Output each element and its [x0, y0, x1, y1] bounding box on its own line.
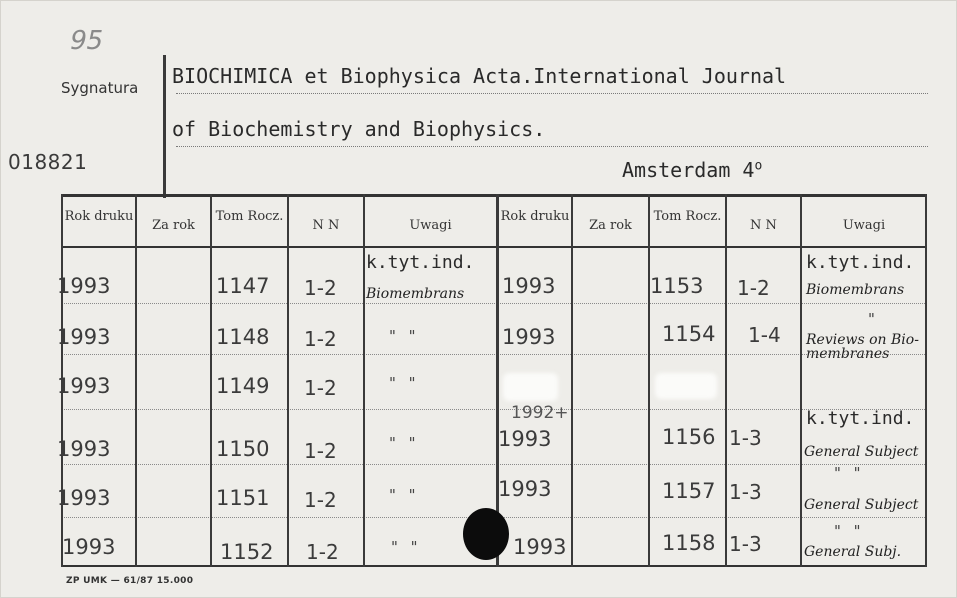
ditto-mark: " "	[389, 434, 420, 452]
title-dotted-line-2	[176, 146, 928, 147]
publication-place	[622, 158, 762, 182]
header-rok-druku: Rok druku	[64, 209, 134, 224]
cell-tom: 1147	[216, 274, 270, 298]
cell-nn: 1-3	[729, 426, 762, 450]
header-rok-druku: Rok druku	[500, 209, 570, 224]
cell-tom: 1156	[662, 425, 716, 449]
printer-footer: ZP UMK — 61/87 15.000	[66, 576, 194, 586]
header-nn: N N	[312, 218, 340, 233]
cell-tom: 1149	[216, 374, 270, 398]
col-line	[135, 194, 137, 567]
ditto-mark: " "	[834, 522, 865, 540]
catalog-id-number: 018821	[8, 150, 88, 174]
cell-nn: 1-3	[729, 480, 762, 504]
cell-rok: 1993	[57, 437, 111, 461]
cell-rok: 1993	[498, 427, 552, 451]
ditto-mark: " "	[389, 327, 420, 345]
cell-uwagi-handwritten: General Subj.	[804, 544, 902, 560]
cell-rok: 1993	[513, 535, 567, 559]
cell-nn: 1-2	[304, 488, 337, 512]
cell-uwagi-handwritten: membranes	[806, 346, 890, 362]
header-za-rok: Za rok	[589, 218, 632, 233]
cell-nn: 1-2	[306, 540, 339, 564]
header-uwagi: Uwagi	[842, 218, 886, 233]
journal-title-line-1: BIOCHIMICA et Biophysica Acta.International Journal	[172, 64, 787, 88]
cell-rok: 1993	[57, 274, 111, 298]
cell-tom: 1150	[216, 437, 270, 461]
cell-tom: 1153	[650, 274, 704, 298]
journal-title-line-2: of Biochemistry and Biophysics.	[172, 117, 546, 141]
header-tom-rocz: Tom Rocz.	[653, 209, 722, 224]
col-line	[287, 194, 289, 567]
cell-rok: 1993	[62, 535, 116, 559]
cell-nn: 1-2	[304, 327, 337, 351]
cell-uwagi-typed: k.tyt.ind.	[806, 408, 915, 429]
cell-nn: 1-2	[304, 439, 337, 463]
cell-nn: 1-2	[304, 276, 337, 300]
col-line	[925, 194, 927, 567]
col-line	[800, 194, 802, 567]
row-separator	[61, 303, 927, 304]
cell-nn: 1-4	[748, 323, 781, 347]
row-separator	[61, 464, 927, 465]
ditto-mark: " "	[834, 464, 865, 482]
cell-uwagi-handwritten: General Subject	[804, 444, 919, 460]
signature-label: Sygnatura	[61, 79, 139, 97]
header-tom-rocz: Tom Rocz.	[215, 209, 284, 224]
correction-fluid-mark	[503, 373, 558, 401]
cell-uwagi-handwritten: Reviews on Bio-	[806, 332, 919, 348]
ditto-mark: " "	[389, 374, 420, 392]
cell-uwagi-typed: k.tyt.ind.	[366, 252, 475, 273]
cell-tom: 1148	[216, 325, 270, 349]
correction-fluid-mark	[655, 373, 717, 399]
ditto-mark: " "	[391, 538, 422, 556]
cell-uwagi-handwritten: Biomembrans	[366, 286, 465, 302]
ditto-mark: "	[868, 310, 879, 328]
table-top-border	[61, 194, 927, 197]
col-line	[571, 194, 573, 567]
cell-rok-struck: 1992+	[511, 403, 569, 423]
ditto-mark: " "	[389, 486, 420, 504]
cell-rok: 1993	[57, 486, 111, 510]
header-divider	[163, 55, 166, 198]
cell-rok: 1993	[498, 477, 552, 501]
row-separator	[61, 409, 927, 410]
col-line	[725, 194, 727, 567]
cell-nn: 1-2	[737, 276, 770, 300]
place-text: Amsterdam 4	[622, 158, 755, 182]
header-bottom-border	[61, 246, 927, 248]
row-separator	[61, 354, 927, 355]
cell-rok: 1993	[502, 325, 556, 349]
punch-hole	[463, 508, 509, 560]
col-line	[210, 194, 212, 567]
cell-rok: 1993	[502, 274, 556, 298]
cell-nn: 1-3	[729, 532, 762, 556]
handwritten-number-mark: 95	[66, 26, 107, 56]
cell-tom: 1157	[662, 479, 716, 503]
table-bottom-border	[61, 565, 927, 567]
cell-tom: 1154	[662, 322, 716, 346]
cell-tom: 1158	[662, 531, 716, 555]
header-nn: N N	[750, 218, 777, 233]
format-degree: o	[754, 158, 763, 174]
cell-uwagi-handwritten: General Subject	[804, 497, 919, 513]
col-line	[363, 194, 365, 567]
cell-uwagi-handwritten: Biomembrans	[806, 282, 905, 298]
header-za-rok: Za rok	[152, 218, 195, 233]
cell-tom: 1152	[220, 540, 274, 564]
header-uwagi: Uwagi	[409, 218, 452, 233]
cell-nn: 1-2	[304, 376, 337, 400]
cell-rok: 1993	[57, 325, 111, 349]
col-line	[648, 194, 650, 567]
cell-tom: 1151	[216, 486, 270, 510]
cell-uwagi-typed: k.tyt.ind.	[806, 252, 915, 273]
title-dotted-line-1	[176, 93, 928, 94]
cell-rok: 1993	[57, 374, 111, 398]
